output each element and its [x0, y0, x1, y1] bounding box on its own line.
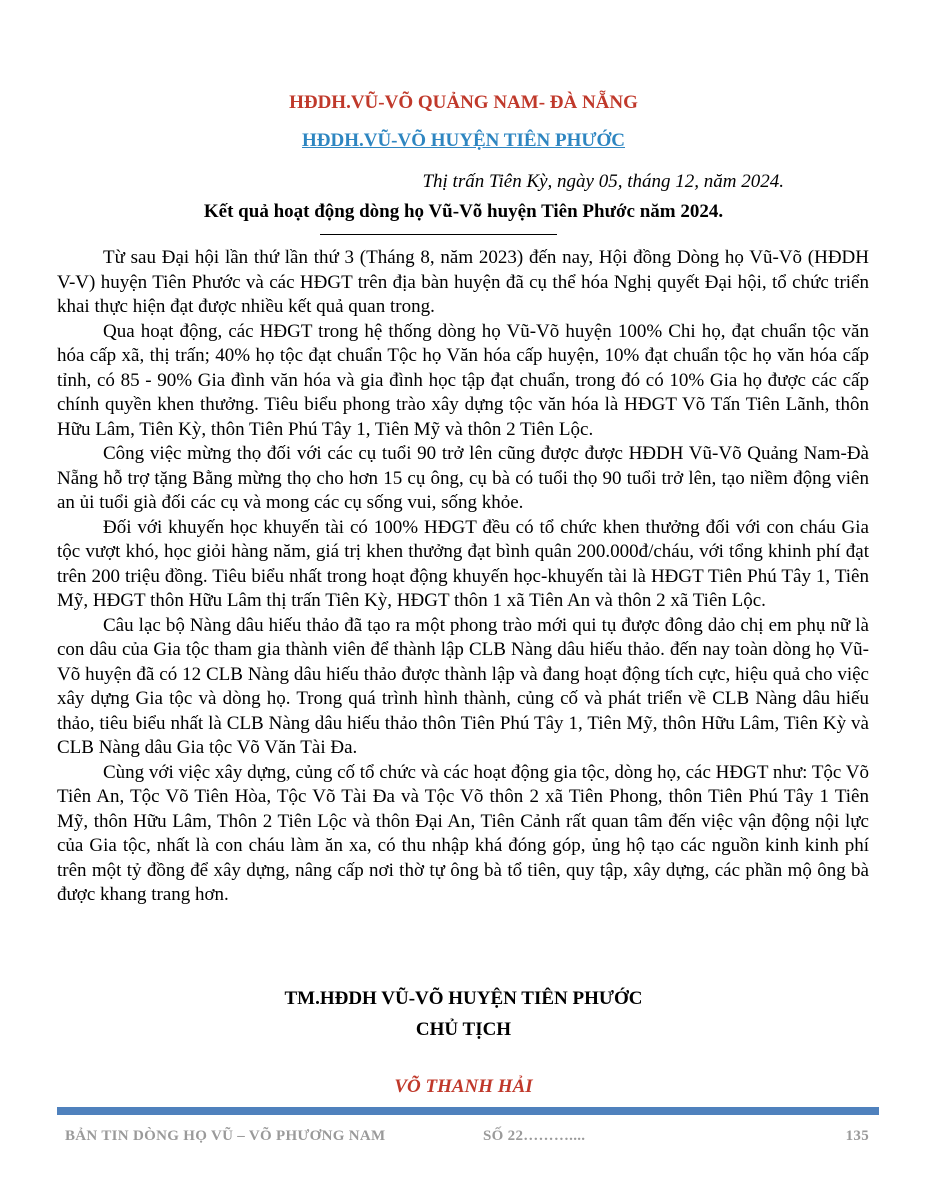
paragraph-construction: Cùng với việc xây dựng, củng cố tổ chức và các hoạt động gia tộc, dòng họ, các HĐGT như: Tộc Võ Tiên An, Tộc Võ Tiên Hòa, Tộc Võ Tài Đa và Tộc Võ thôn 2 xã Tiên Phong, thôn Tiên Phú Tây 1 Tiên Mỹ, thôn Hữu Lâm, Thôn 2 Tiên Lộc và thôn Đại An, Tiên Cảnh rất quan tâm đến việc vận động nội lực của Gia tộc, nhất là con cháu làm ăn xa, có thu nhập khá đóng góp, ủng hộ tạo các nguồn kinh kinh phí trên một tỷ đồng để xây dựng, nâng cấp nơi thờ tự ông bà tổ tiên, quy tập, xây dựng, các phần mộ ông bà được khang trang hơn.	[57, 761, 869, 905]
footer-issue-number: SỐ 22………....	[483, 1128, 586, 1144]
paragraph-education-awards: Đối với khuyến học khuyến tài có 100% HĐGT đều có tổ chức khen thưởng đối với con cháu Gia tộc vượt khó, học giỏi hàng năm, giá trị khen thưởng đạt bình quân 200.000đ/cháu, với tổng khinh phí đạt trên 200 triệu đồng. Tiêu biểu nhất trong hoạt động khuyến học-khuyến tài là HĐGT Tiên Phú Tây 1, Tiên Mỹ, HĐGT thôn Hữu Lâm thị trấn Tiên Kỳ, HĐGT thôn 1 xã Tiên An và thôn 2 xã Tiên Lộc.	[57, 516, 869, 611]
paragraph-intro: Từ sau Đại hội lần thứ lần thứ 3 (Tháng 8, năm 2023) đến nay, Hội đồng Dòng họ Vũ-Võ (HĐDH V-V) huyện Tiên Phước và các HĐGT trên địa bàn huyện đã cụ thể hóa Nghị quyết Đại hội, tổ chức triển khai thực hiện đạt được nhiều kết quả quan trong.	[57, 247, 869, 317]
signature-name: VÕ THANH HẢI	[394, 1076, 533, 1097]
footer-divider-bar	[57, 1107, 879, 1115]
footer-page-number: 135	[845, 1128, 869, 1144]
title-underline-divider	[320, 234, 557, 235]
report-body	[57, 246, 869, 908]
org-title: HĐDH.VŨ-VÕ QUẢNG NAM- ĐÀ NẴNG	[289, 92, 638, 113]
dateline: Thị trấn Tiên Kỳ, ngày 05, tháng 12, năm 2024.	[422, 171, 784, 192]
signature-org: TM.HĐDH VŨ-VÕ HUYỆN TIÊN PHƯỚC	[284, 988, 643, 1009]
signature-role: CHỦ TỊCH	[415, 1019, 512, 1040]
paragraph-cultural-standards: Qua hoạt động, các HĐGT trong hệ thống dòng họ Vũ-Võ huyện 100% Chi họ, đạt chuẩn tộc văn hóa cấp xã, thị trấn; 40% họ tộc đạt chuẩn Tộc họ Văn hóa cấp huyện, 10% đạt chuẩn tộc họ văn hóa cấp tỉnh, có 85 - 90% Gia đình văn hóa và gia đình học tập đạt chuẩn, trong đó có 10% Gia họ được các cấp chính quyền khen thưởng. Tiêu biểu phong trào xây dựng tộc văn hóa là HĐGT Võ Tấn Tiên Lãnh, thôn Hữu Lâm, Tiên Kỳ, thôn Tiên Phú Tây 1, Tiên Mỹ và thôn 2 Tiên Lộc.	[57, 320, 869, 440]
paragraph-daughters-in-law-club: Câu lạc bộ Nàng dâu hiếu thảo đã tạo ra một phong trào mới qui tụ được đông dảo chị em phụ nữ là con dâu của Gia tộc tham gia thành viên để thành lập CLB Nàng dâu hiếu thảo. đến nay toàn dòng họ Vũ-Võ huyện đã có 12 CLB Nàng dâu hiếu thảo được thành lập và đang hoạt động tích cực, hiệu quả cho việc xây dựng Gia tộc và dòng họ. Trong quá trình hình thành, củng cố và phát triển về CLB Nàng dâu hiếu thảo, tiêu biểu nhất là CLB Nàng dâu hiếu thảo thôn Tiên Phú Tây 1, Tiên Mỹ, thôn Hữu Lâm, Tiên Kỳ và CLB Nàng dâu Gia tộc Võ Văn Tài Đa.	[57, 614, 869, 758]
footer-bulletin-title: BẢN TIN DÒNG HỌ VŨ – VÕ PHƯƠNG NAM	[65, 1128, 386, 1144]
report-title: Kết quả hoạt động dòng họ Vũ-Võ huyện Tiên Phước năm 2024.	[203, 201, 724, 222]
paragraph-longevity: Công việc mừng thọ đối với các cụ tuổi 90 trở lên cũng được được HĐDH Vũ-Võ Quảng Nam-Đà Nẵng hỗ trợ tặng Bằng mừng thọ cho hơn 15 cụ ông, cụ bà có tuổi thọ 90 tuổi trở lên, tạo niềm động viên an ủi tuổi già đối các cụ và mong các cụ sống vui, sống khỏe.	[57, 443, 869, 513]
sub-title: HĐDH.VŨ-VÕ HUYỆN TIÊN PHƯỚC	[301, 130, 625, 151]
